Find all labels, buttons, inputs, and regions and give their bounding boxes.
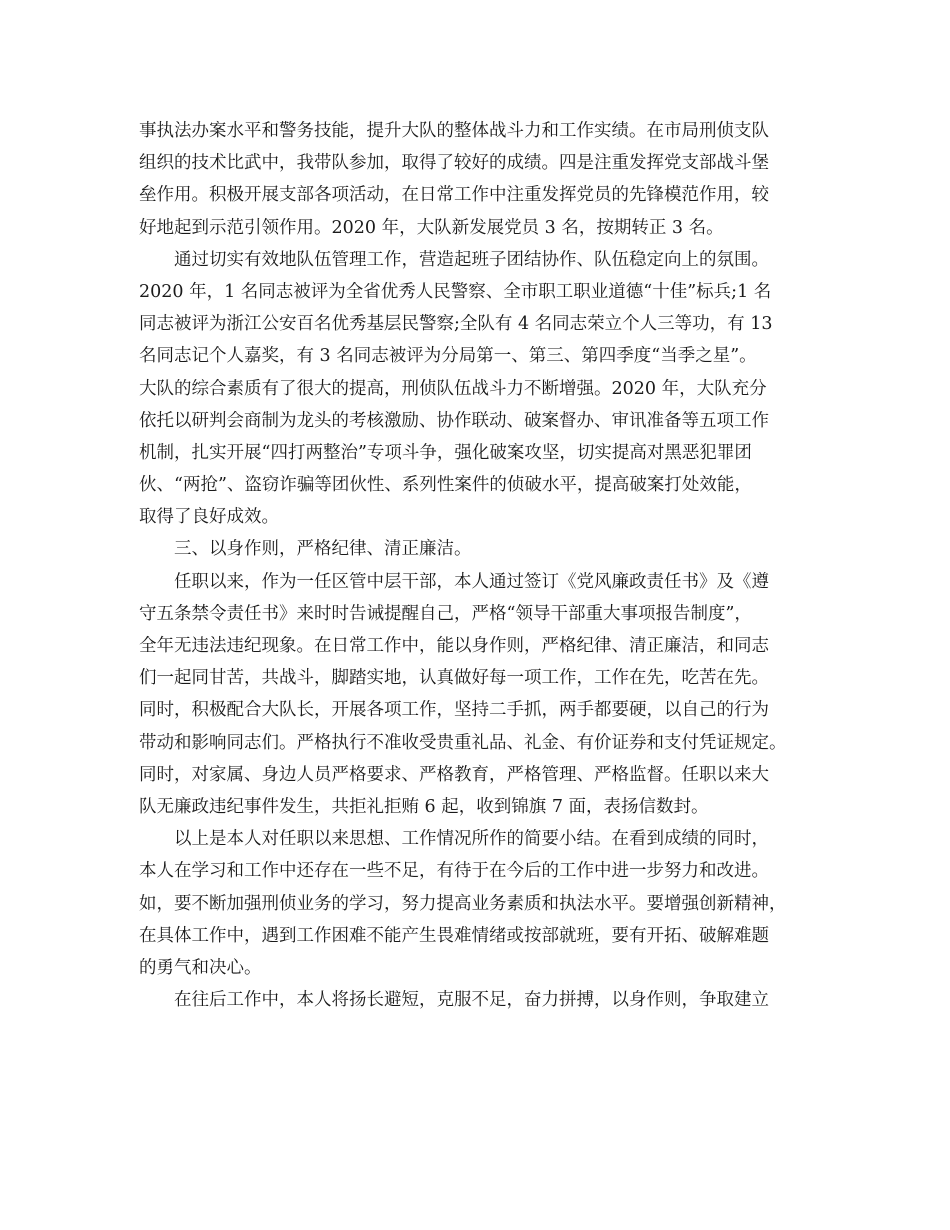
text-line: 带动和影响同志们。严格执行不准收受贵重礼品、礼金、有价证券和支付凭证规定。 [139, 732, 787, 753]
text-line: 如，要不断加强刑侦业务的学习，努力提高业务素质和执法水平。要增强创新精神， [139, 893, 787, 914]
document-body [139, 115, 827, 1016]
text-line: 三、以身作则，严格纪律、清正廉洁。 [174, 539, 472, 560]
text-line: 伙、“两抢”、盗窃诈骗等团伙性、系列性案件的侦破水平，提高破案打处效能， [139, 475, 752, 496]
text-line: 同志被评为浙江公安百名优秀基层民警察;全队有 4 名同志荣立个人三等功，有 13 [139, 314, 773, 335]
text-line: 们一起同甘苦，共战斗，脚踏实地，认真做好每一项工作，工作在先，吃苦在先。 [139, 668, 769, 689]
text-line: 依托以研判会商制为龙头的考核激励、协作联动、破案督办、审讯准备等五项工作 [139, 410, 769, 431]
text-line: 大队的综合素质有了很大的提高，刑侦队伍战斗力不断增强。2020 年，大队充分 [139, 378, 767, 399]
text-line: 机制，扎实开展“四打两整治”专项斗争，强化破案攻坚，切实提高对黑恶犯罪团 [139, 442, 752, 463]
text-line: 全年无违法违纪现象。在日常工作中，能以身作则，严格纪律、清正廉洁，和同志 [139, 636, 769, 656]
text-line: 本人在学习和工作中还存在一些不足，有待于在今后的工作中进一步努力和改进。 [139, 861, 769, 882]
text-line: 同时，积极配合大队长，开展各项工作，坚持二手抓，两手都要硬，以自己的行为 [139, 700, 769, 721]
text-line: 守五条禁令责任书》来时时告诫提醒自己，严格“领导干部重大事项报告制度”， [139, 603, 752, 624]
text-line: 同时，对家属、身边人员严格要求、严格教育，严格管理、严格监督。任职以来大 [139, 764, 769, 785]
text-line: 在具体工作中，遇到工作困难不能产生畏难情绪或按部就班，要有开拓、破解难题 [139, 925, 769, 946]
text-line: 名同志记个人嘉奖，有 3 名同志被评为分局第一、第三、第四季度“当季之星”。 [139, 346, 757, 367]
text-line: 任职以来，作为一任区管中层干部，本人通过签订《党风廉政责任书》及《遵 [174, 571, 769, 592]
text-line: 2020 年，1 名同志被评为全省优秀人民警察、全市职工职业道德“十佳”标兵;1 名 [139, 281, 772, 302]
text-line: 事执法办案水平和警务技能，提升大队的整体战斗力和工作实绩。在市局刑侦支队 [139, 121, 769, 141]
text-line: 的勇气和决心。 [139, 957, 262, 978]
text-line: 组织的技术比武中，我带队参加，取得了较好的成绩。四是注重发挥党支部战斗堡 [139, 153, 769, 174]
text-line: 好地起到示范引领作用。2020 年，大队新发展党员 3 名，按期转正 3 名。 [139, 217, 724, 238]
text-line: 在往后工作中，本人将扬长避短，克服不足，奋力拼搏，以身作则，争取建立 [174, 990, 769, 1011]
text-line: 垒作用。积极开展支部各项活动，在日常工作中注重发挥党员的先锋模范作用，较 [139, 185, 769, 206]
text-line: 队无廉政违纪事件发生，共拒礼拒贿 6 起，收到锦旗 7 面，表扬信数封。 [139, 796, 709, 817]
text-line: 通过切实有效地队伍管理工作，营造起班子团结协作、队伍稳定向上的氛围。 [174, 249, 769, 270]
text-line: 以上是本人对任职以来思想、工作情况所作的简要小结。在看到成绩的同时， [174, 829, 769, 850]
text-line: 取得了良好成效。 [139, 507, 279, 528]
